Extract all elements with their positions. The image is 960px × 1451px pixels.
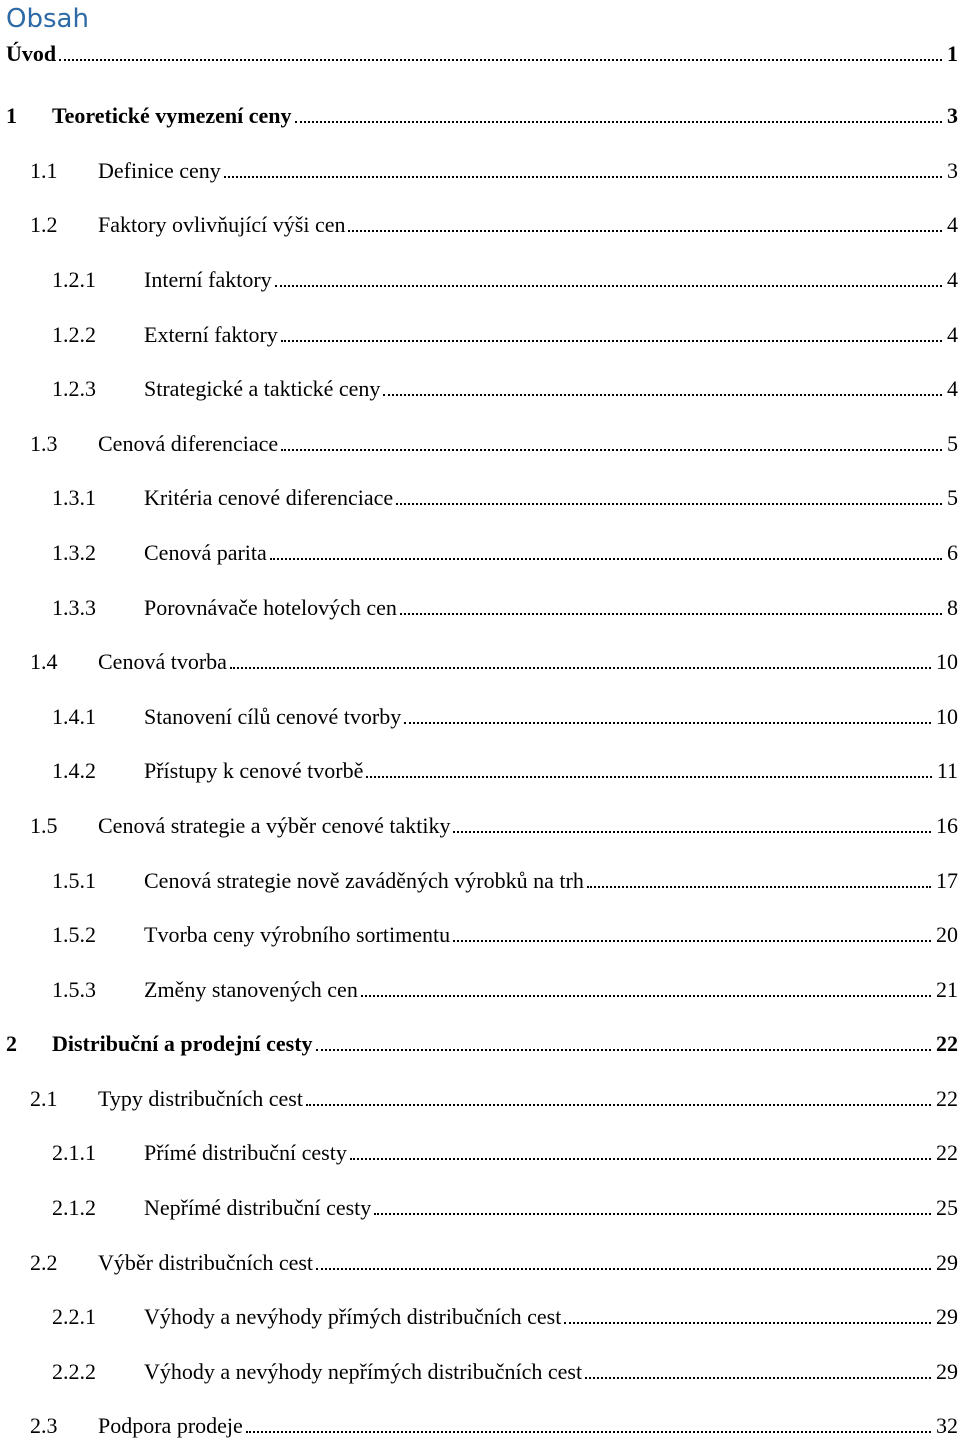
toc-entry-number: 1.2 — [30, 212, 58, 238]
toc-entry-title[interactable]: Porovnávače hotelových cen — [144, 594, 397, 620]
toc-entry[interactable] — [0, 633, 960, 688]
toc-entry[interactable] — [0, 32, 960, 87]
toc-entry-page[interactable]: 5 — [947, 485, 958, 511]
toc-entry-title[interactable]: Výhody a nevýhody nepřímých distribučních cest — [144, 1358, 583, 1384]
toc-entry-title[interactable]: Distribuční a prodejní cesty — [52, 1031, 313, 1057]
toc-entry[interactable] — [0, 578, 960, 633]
toc-entry-number: 1.1 — [30, 157, 58, 183]
toc-entry-number: 1.3.2 — [52, 539, 96, 565]
toc-entry-page[interactable]: 3 — [947, 157, 958, 183]
toc-entry-page[interactable]: 29 — [936, 1249, 958, 1275]
toc-entry-page[interactable]: 20 — [936, 922, 958, 948]
toc-entry-page[interactable]: 5 — [947, 430, 958, 456]
dot-leader — [587, 886, 931, 888]
toc-entry-page[interactable]: 22 — [936, 1085, 958, 1111]
dot-leader — [270, 558, 942, 560]
toc-entry-page[interactable]: 4 — [947, 212, 958, 238]
toc-entry[interactable] — [0, 1288, 960, 1343]
toc-entry[interactable] — [0, 250, 960, 305]
dot-leader — [361, 995, 931, 997]
toc-entry-title[interactable]: Externí faktory — [144, 321, 278, 347]
dot-leader — [59, 59, 942, 61]
dot-leader — [295, 121, 943, 123]
toc-entry-title[interactable]: Stanovení cílů cenové tvorby — [144, 703, 402, 729]
toc-entry-page[interactable]: 16 — [936, 812, 958, 838]
toc-entry[interactable] — [0, 1397, 960, 1451]
toc-entry-number: 1.3.3 — [52, 594, 96, 620]
toc-entry-title[interactable]: Definice ceny — [98, 157, 221, 183]
toc-entry-number: 1.4.2 — [52, 758, 96, 784]
toc-entry[interactable] — [0, 687, 960, 742]
toc-entry-title[interactable]: Úvod — [6, 40, 57, 66]
toc-entry-number: 2.2.1 — [52, 1304, 96, 1330]
toc-entry[interactable] — [0, 906, 960, 961]
toc-entry-title[interactable]: Podpora prodeje — [98, 1413, 243, 1439]
toc-entry-page[interactable]: 22 — [936, 1031, 958, 1057]
toc-entry[interactable] — [0, 742, 960, 797]
toc-entry-page[interactable]: 11 — [936, 758, 958, 784]
toc-entry-number: 1.3.1 — [52, 485, 96, 511]
toc-entry[interactable] — [0, 796, 960, 851]
toc-entry[interactable] — [0, 414, 960, 469]
toc-entry-page[interactable]: 3 — [947, 103, 958, 129]
toc-entry[interactable] — [0, 305, 960, 360]
toc-entry[interactable] — [0, 1178, 960, 1233]
toc-entry-number: 1.2.3 — [52, 376, 96, 402]
toc-entry-title[interactable]: Strategické a taktické ceny — [144, 376, 381, 402]
toc-entry-page[interactable]: 22 — [936, 1140, 958, 1166]
dot-leader — [246, 1431, 931, 1433]
toc-heading: Obsah — [6, 4, 89, 34]
toc-entry[interactable] — [0, 141, 960, 196]
toc-entry[interactable] — [0, 1233, 960, 1288]
toc-entry[interactable] — [0, 960, 960, 1015]
toc-entry[interactable] — [0, 469, 960, 524]
dot-leader — [275, 285, 942, 287]
toc-entry-page[interactable]: 29 — [936, 1358, 958, 1384]
toc-entry-number: 2 — [6, 1031, 17, 1057]
toc-entry-number: 1.3 — [30, 430, 58, 456]
toc-entry-page[interactable]: 29 — [936, 1304, 958, 1330]
toc-entry-number: 2.1.2 — [52, 1195, 96, 1221]
toc-entry-number: 2.1.1 — [52, 1140, 96, 1166]
toc-entry-page[interactable]: 4 — [947, 376, 958, 402]
toc-entry-title[interactable]: Přímé distribuční cesty — [144, 1140, 347, 1166]
toc-entry-number: 1 — [6, 103, 17, 129]
toc-entry-title[interactable]: Faktory ovlivňující výši cen — [98, 212, 346, 238]
dot-leader — [281, 449, 942, 451]
toc-entry-title[interactable]: Interní faktory — [144, 266, 272, 292]
toc-entry[interactable] — [0, 87, 960, 142]
dot-leader — [453, 940, 931, 942]
dot-leader — [585, 1377, 931, 1379]
dot-leader — [374, 1213, 931, 1215]
dot-leader — [316, 1049, 931, 1051]
toc-entry-page[interactable]: 8 — [947, 594, 958, 620]
toc-entry[interactable] — [0, 1342, 960, 1397]
toc-entry-title[interactable]: Kritéria cenové diferenciace — [144, 485, 394, 511]
toc-entry[interactable] — [0, 523, 960, 578]
dot-leader — [400, 613, 942, 615]
toc-entry-page[interactable]: 10 — [936, 703, 958, 729]
toc-entry-title[interactable]: Tvorba ceny výrobního sortimentu — [144, 922, 451, 948]
toc-entry[interactable] — [0, 851, 960, 906]
dot-leader — [348, 230, 942, 232]
toc-entry-title[interactable]: Cenová diferenciace — [98, 430, 279, 456]
toc-entry-title[interactable]: Cenová tvorba — [98, 649, 227, 675]
toc-entry-title[interactable]: Teoretické vymezení ceny — [52, 103, 292, 129]
toc-entry-title[interactable]: Výběr distribučních cest — [98, 1249, 314, 1275]
toc-entry-number: 1.5.3 — [52, 976, 96, 1002]
dot-leader — [383, 394, 942, 396]
dot-leader — [396, 503, 942, 505]
toc-entry-page[interactable]: 4 — [947, 321, 958, 347]
toc-entry-page[interactable]: 1 — [947, 40, 958, 66]
toc-entry[interactable] — [0, 196, 960, 251]
toc-entry[interactable] — [0, 1124, 960, 1179]
toc-entry-page[interactable]: 21 — [936, 976, 958, 1002]
toc-entry-number: 2.2.2 — [52, 1358, 96, 1384]
dot-leader — [564, 1322, 931, 1324]
toc-entry-number: 1.4 — [30, 649, 58, 675]
toc-entry-title[interactable]: Změny stanovených cen — [144, 976, 358, 1002]
dot-leader — [404, 722, 931, 724]
toc-entry-number: 1.4.1 — [52, 703, 96, 729]
toc-entry-page[interactable]: 17 — [936, 867, 958, 893]
dot-leader — [316, 1268, 931, 1270]
toc-entry[interactable] — [0, 360, 960, 415]
toc-entry-number: 1.5 — [30, 812, 58, 838]
toc-entry-title[interactable]: Výhody a nevýhody přímých distribučních cest — [144, 1304, 562, 1330]
toc-entry-page[interactable]: 32 — [936, 1413, 958, 1439]
dot-leader — [224, 176, 942, 178]
toc-entry-number: 1.2.1 — [52, 266, 96, 292]
toc-entry-title[interactable]: Cenová strategie nově zaváděných výrobků na trh — [144, 867, 584, 893]
toc-entry-title[interactable]: Přístupy k cenové tvorbě — [144, 758, 364, 784]
toc-entry-page[interactable]: 4 — [947, 266, 958, 292]
dot-leader — [281, 340, 942, 342]
dot-leader — [306, 1104, 931, 1106]
toc-entry-page[interactable]: 6 — [947, 539, 958, 565]
toc-entry-page[interactable]: 10 — [936, 649, 958, 675]
toc-entry-number: 1.2.2 — [52, 321, 96, 347]
toc-entry-number: 2.2 — [30, 1249, 58, 1275]
dot-leader — [230, 667, 931, 669]
toc-entry-page[interactable]: 25 — [936, 1195, 958, 1221]
toc-list — [0, 32, 960, 1451]
toc-entry-number: 1.5.2 — [52, 922, 96, 948]
toc-entry-title[interactable]: Typy distribučních cest — [98, 1085, 303, 1111]
toc-entry[interactable] — [0, 1015, 960, 1070]
toc-entry[interactable] — [0, 1069, 960, 1124]
dot-leader — [453, 831, 931, 833]
toc-entry-number: 2.3 — [30, 1413, 58, 1439]
dot-leader — [366, 776, 931, 778]
toc-entry-number: 1.5.1 — [52, 867, 96, 893]
dot-leader — [350, 1158, 931, 1160]
toc-entry-title[interactable]: Cenová strategie a výběr cenové taktiky — [98, 812, 451, 838]
toc-entry-title[interactable]: Nepřímé distribuční cesty — [144, 1195, 372, 1221]
toc-entry-number: 2.1 — [30, 1085, 58, 1111]
toc-entry-title[interactable]: Cenová parita — [144, 539, 267, 565]
